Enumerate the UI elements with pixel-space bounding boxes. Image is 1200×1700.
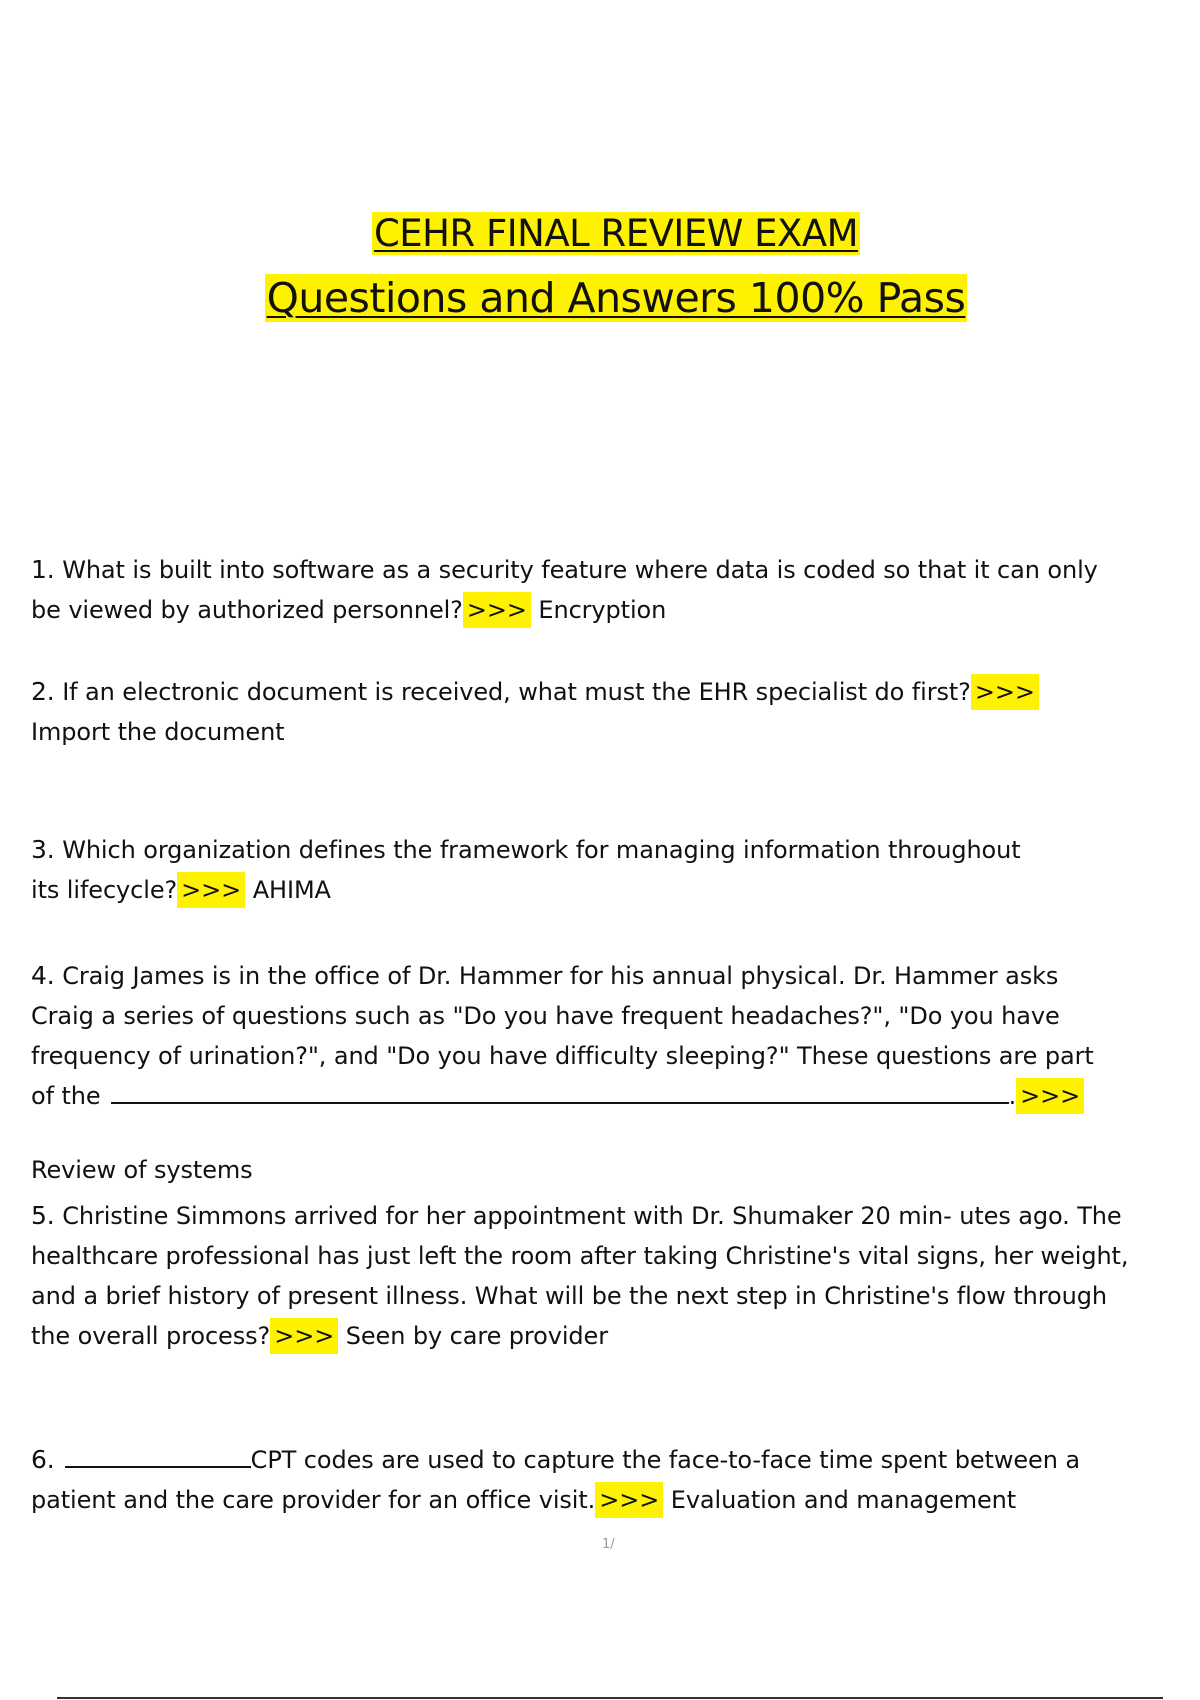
page-number: 1/	[602, 1537, 615, 1552]
question-6-line-1	[31, 1440, 1080, 1480]
answer-text: Seen by care provider	[345, 1322, 608, 1350]
answer-text: Encryption	[538, 596, 667, 624]
question-number: 1.	[31, 555, 55, 584]
answer-text: Review of systems	[31, 1156, 253, 1184]
answer-text: AHIMA	[252, 876, 331, 904]
title-line-2	[0, 274, 1200, 322]
answer-marker: >>>	[971, 674, 1039, 710]
question-text: be viewed by authorized personnel?	[31, 596, 463, 624]
question-3	[31, 830, 1021, 910]
question-text: frequency of urination?", and "Do you have difficulty sleeping?" These questions are part	[31, 1042, 1094, 1070]
answer-marker: >>>	[463, 592, 531, 628]
question-number: 3.	[31, 835, 55, 864]
answer-text: Import the document	[31, 718, 285, 746]
question-2-line-1	[31, 672, 1039, 712]
question-number: 5.	[31, 1201, 55, 1230]
question-number: 6.	[31, 1445, 55, 1474]
question-5-line-3	[31, 1276, 1128, 1316]
question-3-line-2	[31, 870, 1021, 910]
question-text: of the	[31, 1082, 101, 1110]
question-5-line-2	[31, 1236, 1128, 1276]
question-5-line-4	[31, 1316, 1128, 1356]
answer-text: Evaluation and management	[670, 1486, 1017, 1514]
question-text: Which organization defines the framework for managing information throughout	[62, 836, 1021, 864]
title-line-1	[0, 212, 1200, 255]
title-text-2: Questions and Answers 100% Pass	[266, 274, 966, 322]
question-text: and a brief history of present illness. What will be the next step in Christine's flow through	[31, 1282, 1107, 1310]
answer-marker: >>>	[177, 872, 245, 908]
question-number: 4.	[31, 961, 55, 990]
question-1-line-1	[31, 550, 1098, 590]
question-5-line-1	[31, 1196, 1128, 1236]
answer-marker: >>>	[270, 1318, 338, 1354]
question-2	[31, 672, 1039, 752]
title-text-1: CEHR FINAL REVIEW EXAM	[373, 212, 859, 255]
question-6	[31, 1440, 1080, 1520]
question-text: CPT codes are used to capture the face-to-face time spent between a	[250, 1446, 1080, 1474]
question-text: Christine Simmons arrived for her appointment with Dr. Shumaker 20 min- utes ago. The	[62, 1202, 1122, 1230]
fill-in-blank	[65, 1442, 251, 1468]
question-3-line-1	[31, 830, 1021, 870]
answer-marker: >>>	[595, 1482, 663, 1518]
question-text: If an electronic document is received, what must the EHR specialist do first?	[62, 678, 971, 706]
fill-in-blank	[111, 1078, 1009, 1104]
question-number: 2.	[31, 677, 55, 706]
question-text: Craig a series of questions such as "Do you have frequent headaches?", "Do you have	[31, 1002, 1060, 1030]
question-4-line-2	[31, 996, 1094, 1036]
question-4-answer-line	[31, 1150, 1094, 1190]
footer-divider	[57, 1697, 1163, 1699]
question-6-line-2	[31, 1480, 1080, 1520]
question-text: What is built into software as a security feature where data is coded so that it can only	[62, 556, 1098, 584]
question-text: Craig James is in the office of Dr. Hammer for his annual physical. Dr. Hammer asks	[62, 962, 1059, 990]
question-4-line-1	[31, 956, 1094, 996]
question-4-line-4	[31, 1076, 1094, 1116]
question-5	[31, 1196, 1128, 1356]
question-text: its lifecycle?	[31, 876, 178, 904]
question-text: the overall process?	[31, 1322, 271, 1350]
question-text: patient and the care provider for an office visit.	[31, 1486, 596, 1514]
question-2-line-2	[31, 712, 1039, 752]
question-4	[31, 956, 1094, 1190]
question-text: healthcare professional has just left the room after taking Christine's vital signs, her weight,	[31, 1242, 1129, 1270]
question-1-line-2	[31, 590, 1098, 630]
question-text: .	[1008, 1082, 1017, 1110]
answer-marker: >>>	[1016, 1078, 1084, 1114]
question-4-line-3	[31, 1036, 1094, 1076]
question-1	[31, 550, 1098, 630]
